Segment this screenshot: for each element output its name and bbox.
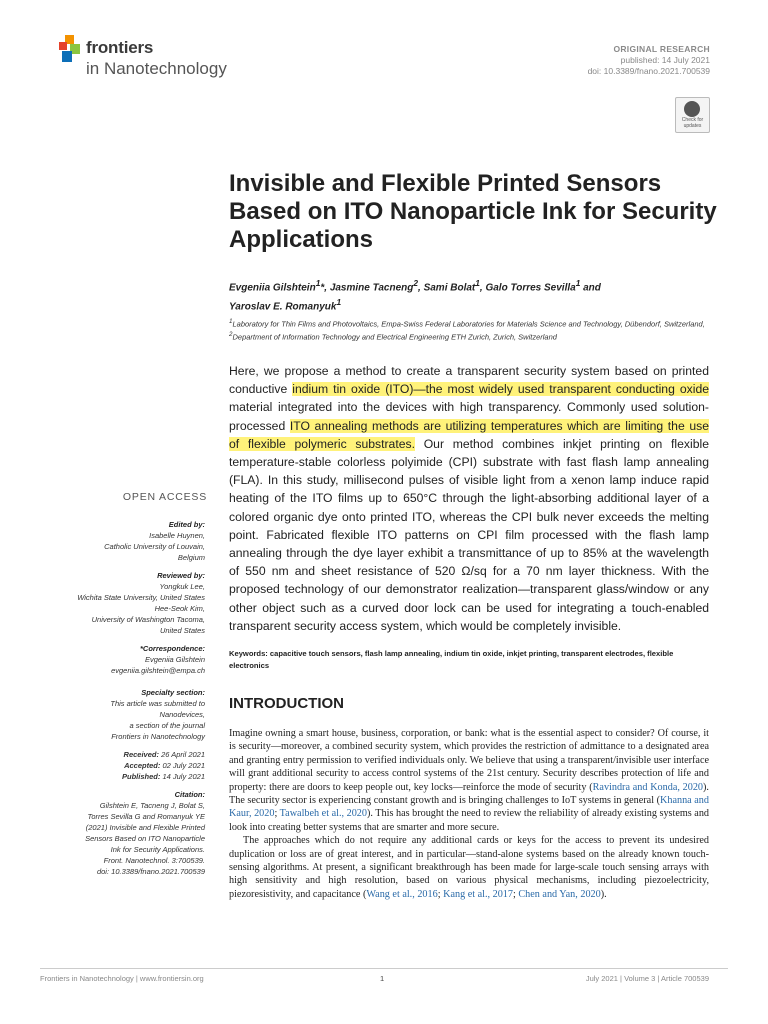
footer-divider xyxy=(40,968,728,969)
published-date: published: 14 July 2021 xyxy=(620,55,710,65)
author-name[interactable]: Galo Torres Sevilla xyxy=(485,282,576,294)
author-name[interactable]: Jasmine Tacneng xyxy=(329,282,414,294)
footer-journal[interactable]: Frontiers in Nanotechnology | www.frontiersin.org xyxy=(40,974,204,983)
check-for-updates-icon xyxy=(684,101,700,117)
footer-issue: July 2021 | Volume 3 | Article 700539 xyxy=(585,974,709,983)
keywords: Keywords: capacitive touch sensors, flash lamp annealing, indium tin oxide, inkjet printing, transparent electrodes, flexible electronics xyxy=(229,649,674,670)
author-name[interactable]: Yaroslav E. Romanyuk xyxy=(229,301,337,313)
article-title: Invisible and Flexible Printed Sensors Based on ITO Nanoparticle Ink for Security Applications xyxy=(229,170,717,253)
paragraph: The approaches which do not require any additional cards or keys for the access to prevent its undesired duplication or loss are of great interest, and in particular—stand-alone systems based on the already known touch-sensing algorithms. At present, a significant breakthrough has been made for large-scale touch sensing arrays with high sensitivity and high resolution, based on various physical mechanisms, including piezoelectricity, piezoresistivity, and capacitance (Wang et al., 2016; Kang et al., 2017; Chen and Yan, 2020). xyxy=(229,835,709,900)
section-heading: INTRODUCTION xyxy=(229,695,344,712)
citation-link[interactable]: Wang et al., 2016 xyxy=(366,888,438,900)
citation-link[interactable]: Tawalbeh et al., 2020 xyxy=(279,808,367,820)
check-for-updates-label: Check for updates xyxy=(681,117,704,129)
citation-link[interactable]: Chen and Yan, 2020 xyxy=(518,888,601,900)
citation-link[interactable]: Khanna and Kaur, 2020 xyxy=(229,795,709,820)
sidebar-metadata: Edited by: Isabelle Huynen, Catholic University of Louvain, Belgium Reviewed by: Yongkuk Lee, Wichita State University, United States Hee-Seok Kim, University of Washington Tacoma, United States *Correspondence: Evgeniia Gilshtein evgeniia.gilshtein@empa.ch Specialty section: This article was submitted to Nanodevices, a section of the journal Frontiers in Nanotechnology Received: 26 April 2021 Accepted: 02 July 2021 Published: 14 July 2021 Citation: Gilshtein E, Tacneng J, Bolat S, Torres Sevilla G and Romanyuk YE (2021) Invisible and Flexible Printed Sensors Based on ITO Nanoparticle Ink for Security Applications. Front. Nanotechnol. 3:700539. doi: 10.3389/fnano.2021.700539 xyxy=(40,519,205,884)
author-name[interactable]: Sami Bolat xyxy=(423,282,476,294)
paragraph: Imagine owning a smart house, business, corporation, or bank: what is the essential aspect to consider? Of course, it is security—moreover, a combined security system, which provides the restriction of admittance to a designated area and granting entry permission to verified individuals only. We believe that using a transparent/invisible user interface will grant additional security to access control systems of the 21st century. Security describes protection of life and property: there are doors to keep people out, key locks—reinforce the mode of security (Ravindra and Konda, 2020). The security sector is experiencing constant growth and is bringing challenges to IoT systems in general (Khanna and Kaur, 2020; Tawalbeh et al., 2020). This has brought the need to review the reliability of already existing systems and look into creating better systems that are smarter and more secure. xyxy=(229,728,710,833)
open-access-label: OPEN ACCESS xyxy=(122,491,207,503)
author-name[interactable]: Evgeniia Gilshtein xyxy=(229,282,316,294)
citation-link[interactable]: Ravindra and Konda, 2020 xyxy=(592,781,704,793)
correspondence-email[interactable]: evgeniia.gilshtein@empa.ch xyxy=(111,666,205,675)
check-for-updates-button[interactable] xyxy=(675,97,710,133)
journal-subtitle: in Nanotechnology xyxy=(86,59,227,78)
abstract: Here, we propose a method to create a transparent security system based on printed conductive indium tin oxide (ITO)—the most widely used transparent conducting oxide material integrated into the devices with high transparency. Commonly used solution-processed ITO annealing methods are utilizing temperatures which are limiting the use of flexible polymeric substrates. Our method combines inkjet printing on flexible temperature-stable colorless polyimide (CPI) substrate with fast flash lamp annealing (FLA). In this study, millisecond pulses of visible light from a xenon lamp induce rapid heating of the ITO films up to 650°C through the light-absorbing additional layer of a colored organic dye onto printed ITO, whereas the CPI bulk never exceeds the melting point. Fabricated flexible ITO patterns on CPI film processed with the flash lamp annealing through the dye layer exhibit a transmittance of up to 85% at the wavelength of 550 nm and sheet resistance of 520 Ω/sq for a 70 nm layer thickness. With the proposed technology of our demonstrator realization—transparent glass/window or any other object such as a curved door lock can be used for integrating a touch-enabled transparent security access system, which would be completely invisible. xyxy=(229,364,709,633)
citation-link[interactable]: Kang et al., 2017 xyxy=(443,888,513,900)
frontiers-logo-icon xyxy=(59,35,81,63)
article-type: ORIGINAL RESEARCH xyxy=(613,44,710,54)
affiliations: $^1$Laboratory for Thin Films and Photovoltaics, Empa-Swiss Federal Laboratories for Materials Science and Technology, Dübendorf, Switzerland, $^2$Department of Information Technology and Electrical Engineering ETH Zurich, Zurich, Switzerland xyxy=(229,318,705,341)
introduction-body xyxy=(229,727,709,901)
author-list: Evgeniia Gilshtein$^1$*, Jasmine Tacneng$^2$, Sami Bolat$^1$, Galo Torres Sevilla$^1$ and Yaroslav E. Romanyuk$^1$ xyxy=(229,278,601,313)
highlight: ITO annealing methods are utilizing temperatures which are limiting the use of flexible polymeric substrates. xyxy=(229,418,709,451)
journal-name: frontiers xyxy=(86,38,154,57)
highlight: indium tin oxide (ITO)—the most widely used transparent conducting oxide xyxy=(292,382,709,397)
citation-block: Citation: Gilshtein E, Tacneng J, Bolat S, Torres Sevilla G and Romanyuk YE (2021) Invisible and Flexible Printed Sensors Based on ITO Nanoparticle Ink for Security Applications. Front. Nanotechnol. 3:700539. doi: 10.3389/fnano.2021.700539 xyxy=(85,790,205,876)
article-doi[interactable]: doi: 10.3389/fnano.2021.700539 xyxy=(587,66,710,76)
page-number: 1 xyxy=(380,974,385,983)
article-dates: Received: 26 April 2021 Accepted: 02 July 2021 Published: 14 July 2021 xyxy=(122,750,205,781)
article-meta xyxy=(588,44,710,77)
